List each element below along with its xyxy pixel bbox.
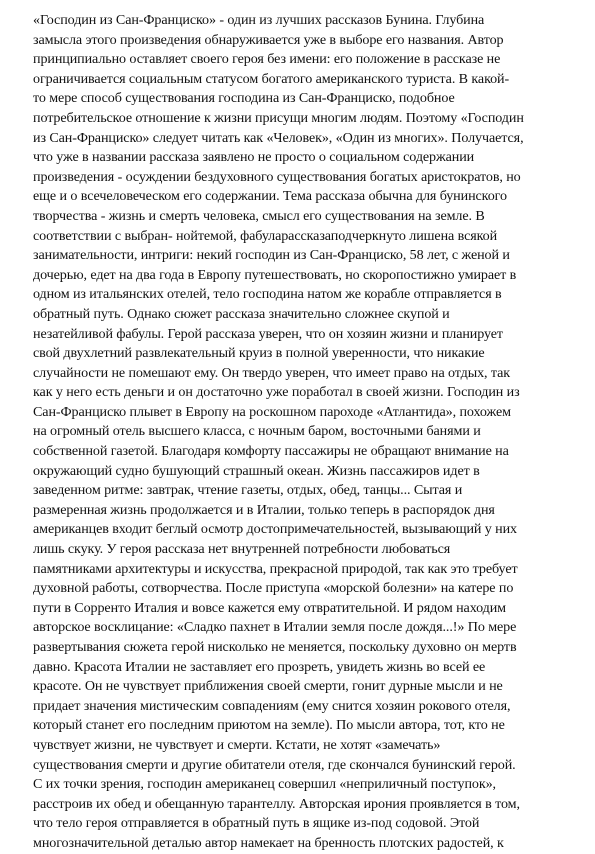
text-line: памятниками архитектуры и искусства, прекрасной природой, так как это требует: [33, 560, 518, 577]
text-line: авторское восклицание: «Сладко пахнет в Италии земля после дождя...!» По мере: [33, 619, 517, 636]
text-line: то мере способ существования господина из Сан-Франциско, подобное: [33, 90, 455, 107]
text-line: придает значения мистическим совпадениям (ему снится хозяин рокового отеля,: [33, 697, 511, 714]
text-line: давно. Красота Италии не заставляет его прозреть, увидеть жизнь во всей ее: [33, 658, 486, 675]
text-line: заведенном ритме: завтрак, чтение газеты, отдых, обед, танцы... Сытая и: [33, 482, 463, 499]
text-line: окружающий судно бушующий страшный океан. Жизнь пассажиров идет в: [33, 462, 480, 479]
text-line: на огромный отель высшего класса, с ночным баром, восточными банями и: [33, 423, 481, 440]
text-line: собственной газетой. Благодаря комфорту пассажиры не обращают внимание на: [33, 443, 509, 460]
text-line: еще и о всечеловеческом его содержании. Тема рассказа обычна для бунинского: [33, 188, 507, 205]
text-line: что тело героя отправляется в обратный путь в ящике из-под содовой. Этой: [33, 815, 480, 832]
text-line: незатейливой фабулы. Герой рассказа уверен, что он хозяин жизни и планирует: [33, 325, 503, 342]
text-line: С их точки зрения, господин американец совершил «неприличный поступок»,: [33, 776, 496, 793]
text-line: пути в Сорренто Италия и вовсе кажется ему отвратительной. И рядом находим: [33, 599, 506, 616]
text-line: американцев входит беглый осмотр достопримечательностей, вызывающий у них: [33, 521, 517, 538]
text-line: потребительское отношение к жизни присущи многим людям. Поэтому «Господин: [33, 109, 524, 126]
text-line: одном из итальянских отелей, тело господина натом же корабле отправляется в: [33, 286, 502, 303]
text-line: дочерью, едет на два года в Европу путешествовать, но скоропостижно умирает в: [33, 266, 517, 283]
text-line: как у него есть деньги и он достаточно уже поработал в своей жизни. Господин из: [33, 384, 520, 401]
text-line: лишь скуку. У героя рассказа нет внутренней потребности любоваться: [33, 541, 451, 558]
text-line: размеренная жизнь продолжается и в Италии, только теперь в распорядок дня: [33, 501, 495, 518]
text-line: обратный путь. Однако сюжет рассказа значительно сложнее скупой и: [33, 305, 450, 322]
text-line: соответствии с выбран- нойтемой, фабуларассказаподчеркнуто лишена всякой: [33, 227, 498, 244]
text-line: духовной работы, сотворчества. После приступа «морской болезни» на катере по: [33, 580, 514, 597]
text-line: многозначительной деталью автор намекает на бренность плотских радостей, к: [33, 834, 504, 851]
document-body-text: [33, 11, 565, 854]
text-line: Сан-Франциско плывет в Европу на роскошном пароходе «Атлантида», похожем: [33, 403, 511, 420]
text-line: произведения - осуждении бездуховного существования богатых аристократов, но: [33, 168, 521, 185]
text-line: занимательности, интриги: некий господин из Сан-Франциско, 58 лет, с женой и: [33, 247, 510, 264]
text-line: из Сан-Франциско» следует читать как «Человек», «Один из многих». Получается,: [33, 129, 524, 146]
text-line: чувствует жизни, не чувствует и смерти. Кстати, не хотят «замечать»: [33, 736, 441, 753]
text-line: что уже в названии рассказа заявлено не просто о социальном содержании: [33, 149, 475, 166]
text-line: развертывания сюжета герой нисколько не меняется, поскольку духовно он мертв: [33, 639, 517, 655]
text-line: принципиально оставляет своего героя без имени: его положение в рассказе не: [33, 51, 501, 68]
text-line: расстроив их обед и обещанную тарантеллу. Авторская ирония проявляется в том,: [33, 795, 520, 812]
text-line: красоте. Он не чувствует приближения своей смерти, гонит дурные мысли и не: [33, 678, 503, 695]
text-line: случайности не помешают ему. Он твердо уверен, что имеет право на отдых, так: [33, 364, 511, 381]
text-line: творчества - жизнь и смерть человека, смысл его существования на земле. В: [33, 207, 485, 224]
text-line: свой двухлетний развлекательный круиз в полной уверенности, что никакие: [33, 345, 485, 362]
text-line: замысла этого произведения обнаруживается уже в выборе его названия. Автор: [33, 31, 504, 48]
text-line: существования смерти и другие обитатели отеля, где скончался бунинский герой.: [33, 756, 516, 773]
text-line: который станет его последним приютом на земле). По мысли автора, тот, кто не: [33, 717, 505, 734]
text-line: ограничивается социальным статусом богатого американского туриста. В какой-: [33, 70, 510, 87]
text-line: «Господин из Сан-Франциско» - один из лучших рассказов Бунина. Глубина: [33, 12, 485, 28]
